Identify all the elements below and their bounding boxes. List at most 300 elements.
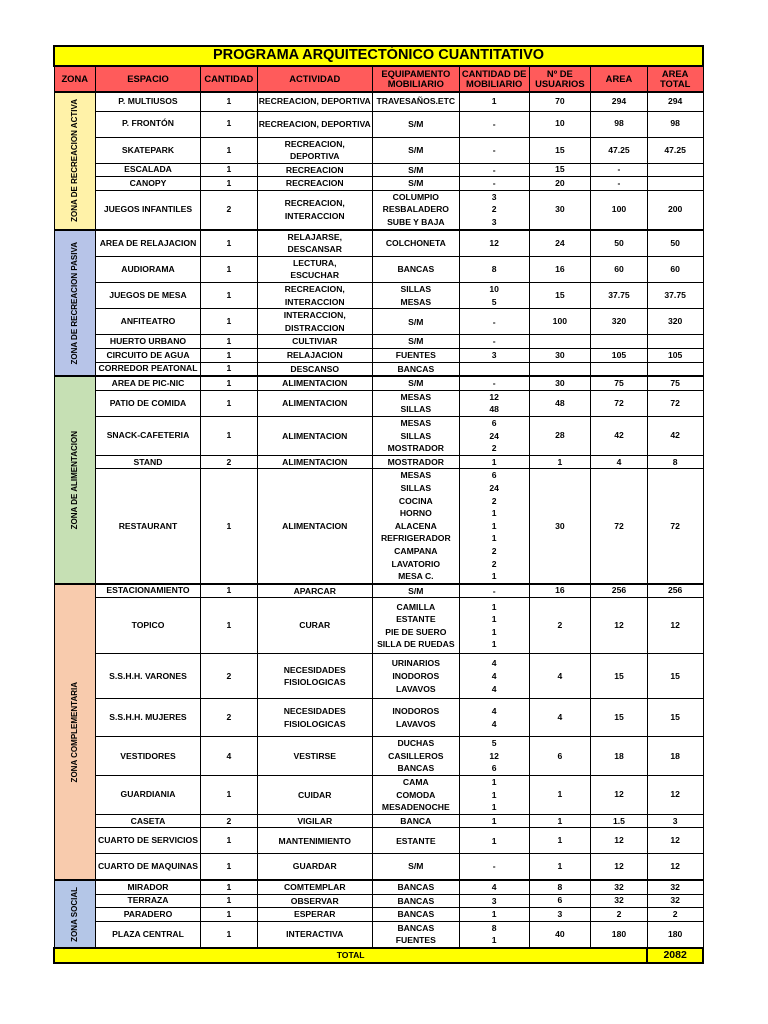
equipamiento-cell-line: LAVATORIO (391, 558, 441, 569)
cantidad-cell: 2 (201, 455, 258, 469)
cantidad-mobiliario-cell (459, 699, 529, 737)
espacio-cell: VESTIDORES (95, 737, 200, 776)
actividad-cell (257, 828, 372, 854)
cantidad-mobiliario-cell-line: 1 (491, 815, 497, 826)
cantidad-mobiliario-cell-line: 1 (491, 777, 497, 788)
equipamiento-cell (372, 137, 459, 163)
actividad-cell (257, 814, 372, 828)
actividad-cell (257, 584, 372, 598)
equipamiento-cell (372, 362, 459, 376)
equipamiento-cell-line: MESAS (400, 417, 432, 428)
equipamiento-cell (372, 584, 459, 598)
usuarios-cell: 30 (529, 349, 591, 363)
zone-label: ZONA DE ALIMENTACION (69, 430, 79, 530)
area-total-cell (647, 177, 703, 191)
cantidad-cell: 1 (201, 469, 258, 584)
cantidad-mobiliario-cell (459, 111, 529, 137)
area-total-cell: 12 (647, 828, 703, 854)
usuarios-cell: 15 (529, 163, 591, 177)
cantidad-mobiliario-cell (459, 469, 529, 584)
actividad-cell (257, 699, 372, 737)
cantidad-cell: 1 (201, 335, 258, 349)
actividad-cell-line: VIGILAR (297, 815, 333, 826)
equipamiento-cell-line: CAMILLA (396, 601, 436, 612)
espacio-cell: S.S.H.H. MUJERES (95, 699, 200, 737)
actividad-cell-line: OBSERVAR (290, 895, 339, 906)
actividad-cell (257, 349, 372, 363)
cantidad-cell: 2 (201, 699, 258, 737)
equipamiento-cell (372, 283, 459, 309)
area-total-cell: 12 (647, 776, 703, 815)
espacio-cell: JUEGOS INFANTILES (95, 190, 200, 229)
cantidad-cell: 1 (201, 908, 258, 922)
espacio-cell: PARADERO (95, 908, 200, 922)
cantidad-mobiliario-cell (459, 828, 529, 854)
area-cell: 75 (591, 376, 648, 390)
actividad-cell (257, 376, 372, 390)
cantidad-mobiliario-cell-line: 12 (489, 391, 499, 402)
equipamiento-cell-line: S/M (408, 118, 424, 129)
actividad-cell-line: DEPORTIVA (290, 151, 340, 162)
cantidad-cell: 1 (201, 362, 258, 376)
header-cell: EQUIPAMENTO MOBILIARIO (372, 66, 459, 92)
table-row (54, 828, 703, 854)
cantidad-mobiliario-cell-line: 1 (491, 508, 497, 519)
cantidad-mobiliario-cell-line: 1 (491, 909, 497, 920)
usuarios-cell: 24 (529, 230, 591, 257)
cantidad-mobiliario-cell-line: - (492, 336, 496, 347)
espacio-cell: PATIO DE COMIDA (95, 390, 200, 416)
actividad-cell-line: GUARDAR (292, 861, 337, 872)
equipamiento-cell-line: MESAS (400, 391, 432, 402)
table-row (54, 349, 703, 363)
cantidad-mobiliario-cell (459, 163, 529, 177)
cantidad-cell: 1 (201, 256, 258, 282)
actividad-cell (257, 137, 372, 163)
equipamiento-cell-line: MESAS (400, 296, 432, 307)
equipamiento-cell-line: S/M (408, 144, 424, 155)
header-cell: CANTIDAD (201, 66, 258, 92)
cantidad-mobiliario-cell-line: 1 (491, 935, 497, 946)
table-row (54, 256, 703, 282)
area-total-cell: 15 (647, 699, 703, 737)
cantidad-cell: 1 (201, 776, 258, 815)
equipamiento-cell-line: BANCAS (397, 763, 435, 774)
actividad-cell-line: MANTENIMIENTO (278, 835, 351, 846)
cantidad-cell: 2 (201, 814, 258, 828)
actividad-cell (257, 309, 372, 335)
actividad-cell-line: ALIMENTACION (282, 520, 348, 531)
equipamiento-cell-line: INODOROS (392, 706, 440, 717)
espacio-cell: TOPICO (95, 598, 200, 654)
cantidad-mobiliario-cell-line: 1 (491, 601, 497, 612)
cantidad-mobiliario-cell-line: 10 (489, 284, 499, 295)
equipamiento-cell-line: CAMPANA (394, 545, 438, 556)
actividad-cell-line: ALIMENTACION (282, 430, 348, 441)
actividad-cell (257, 776, 372, 815)
cantidad-mobiliario-cell (459, 283, 529, 309)
cantidad-mobiliario-cell-line: - (492, 164, 496, 175)
cantidad-mobiliario-cell-line: 6 (491, 417, 497, 428)
actividad-cell (257, 598, 372, 654)
equipamiento-cell-line: S/M (408, 178, 424, 189)
equipamiento-cell (372, 163, 459, 177)
actividad-cell (257, 283, 372, 309)
equipamiento-cell-line: URINARIOS (391, 658, 440, 669)
actividad-cell-line: INTERACCION, (283, 310, 346, 321)
equipamiento-cell-line: SILLAS (400, 482, 432, 493)
equipamiento-cell (372, 894, 459, 908)
zone-label: ZONA SOCIAL (69, 886, 79, 942)
espacio-cell: TERRAZA (95, 894, 200, 908)
cantidad-cell: 1 (201, 137, 258, 163)
table-row (54, 880, 703, 894)
actividad-cell-line: CULTIVIAR (292, 336, 338, 347)
usuarios-cell: 1 (529, 828, 591, 854)
usuarios-cell: 20 (529, 177, 591, 191)
area-cell: - (591, 177, 648, 191)
area-total-cell: 60 (647, 256, 703, 282)
cantidad-cell: 1 (201, 230, 258, 257)
equipamiento-cell-line: DUCHAS (397, 738, 435, 749)
equipamiento-cell-line: SILLAS (400, 430, 432, 441)
table-row (54, 376, 703, 390)
area-total-cell: 98 (647, 111, 703, 137)
cantidad-mobiliario-cell-line: 8 (491, 922, 497, 933)
actividad-cell (257, 177, 372, 191)
actividad-cell-line: RECREACION, (284, 284, 345, 295)
usuarios-cell: 15 (529, 137, 591, 163)
actividad-cell (257, 921, 372, 948)
usuarios-cell: 6 (529, 894, 591, 908)
area-total-cell: 15 (647, 654, 703, 699)
cantidad-cell: 1 (201, 376, 258, 390)
espacio-cell: HUERTO URBANO (95, 335, 200, 349)
cantidad-mobiliario-cell (459, 584, 529, 598)
usuarios-cell (529, 362, 591, 376)
espacio-cell: P. FRONTÓN (95, 111, 200, 137)
espacio-cell: AREA DE RELAJACION (95, 230, 200, 257)
usuarios-cell: 4 (529, 654, 591, 699)
area-total-cell: 50 (647, 230, 703, 257)
area-cell (591, 335, 648, 349)
espacio-cell: MIRADOR (95, 880, 200, 894)
cantidad-mobiliario-cell-line: - (492, 178, 496, 189)
actividad-cell (257, 190, 372, 229)
equipamiento-cell (372, 921, 459, 948)
equipamiento-cell-line: BANCAS (397, 922, 435, 933)
espacio-cell: CANOPY (95, 177, 200, 191)
equipamiento-cell-line: MESADENOCHE (381, 802, 450, 813)
header-cell: AREA (591, 66, 648, 92)
table-row (54, 814, 703, 828)
cantidad-mobiliario-cell (459, 880, 529, 894)
area-cell: 60 (591, 256, 648, 282)
cantidad-mobiliario-cell-line: 24 (489, 482, 499, 493)
cantidad-cell: 1 (201, 92, 258, 111)
espacio-cell: CUARTO DE SERVICIOS (95, 828, 200, 854)
equipamiento-cell (372, 416, 459, 455)
usuarios-cell: 30 (529, 376, 591, 390)
cantidad-mobiliario-cell-line: - (492, 585, 496, 596)
zone-label: ZONA DE RECREACION ACTIVA (69, 99, 79, 223)
usuarios-cell: 30 (529, 469, 591, 584)
cantidad-mobiliario-cell-line: 2 (491, 443, 497, 454)
area-cell: 2 (591, 908, 648, 922)
actividad-cell-line: INTERACCION (284, 210, 345, 221)
cantidad-mobiliario-cell (459, 776, 529, 815)
zone-label-cell (54, 376, 95, 584)
cantidad-mobiliario-cell-line: 5 (491, 296, 497, 307)
area-total-cell: 32 (647, 880, 703, 894)
cantidad-mobiliario-cell (459, 362, 529, 376)
actividad-cell-line: FISIOLOGICAS (283, 677, 346, 688)
usuarios-cell: 4 (529, 699, 591, 737)
area-cell: 72 (591, 469, 648, 584)
cantidad-mobiliario-cell (459, 737, 529, 776)
equipamiento-cell-line: COCINA (398, 495, 433, 506)
equipamiento-cell (372, 309, 459, 335)
equipamiento-cell (372, 469, 459, 584)
area-cell: 320 (591, 309, 648, 335)
area-cell: 12 (591, 598, 648, 654)
cantidad-mobiliario-cell-line: - (492, 378, 496, 389)
equipamiento-cell-line: SILLA DE RUEDAS (377, 639, 455, 650)
usuarios-cell: 16 (529, 584, 591, 598)
area-total-cell: 72 (647, 469, 703, 584)
area-total-cell: 105 (647, 349, 703, 363)
table-row (54, 309, 703, 335)
equipamiento-cell (372, 190, 459, 229)
zone-label-cell (54, 92, 95, 230)
equipamiento-cell (372, 92, 459, 111)
cantidad-mobiliario-cell-line: 4 (491, 683, 497, 694)
cantidad-mobiliario-cell (459, 256, 529, 282)
equipamiento-cell-line: REFRIGERADOR (380, 533, 451, 544)
equipamiento-cell-line: FUENTES (395, 350, 436, 360)
area-cell: 15 (591, 654, 648, 699)
cantidad-mobiliario-cell-line: 2 (491, 558, 497, 569)
area-total-cell (647, 362, 703, 376)
area-total-cell: 8 (647, 455, 703, 469)
cantidad-mobiliario-cell (459, 814, 529, 828)
cantidad-cell: 1 (201, 828, 258, 854)
cantidad-mobiliario-cell-line: 1 (491, 533, 497, 544)
cantidad-mobiliario-cell-line: 2 (491, 495, 497, 506)
equipamiento-cell (372, 598, 459, 654)
actividad-cell-line: RECREACION (285, 178, 344, 189)
usuarios-cell: 1 (529, 854, 591, 880)
area-cell: 47.25 (591, 137, 648, 163)
table-row (54, 776, 703, 815)
area-cell: - (591, 163, 648, 177)
cantidad-mobiliario-cell-line: 1 (491, 639, 497, 650)
equipamiento-cell-line: BANCAS (397, 264, 435, 275)
actividad-cell (257, 854, 372, 880)
actividad-cell-line: DISTRACCION (284, 322, 345, 333)
equipamiento-cell-line: S/M (408, 164, 424, 175)
cantidad-mobiliario-cell (459, 177, 529, 191)
equipamiento-cell-line: ESTANTE (396, 614, 436, 625)
equipamiento-cell (372, 699, 459, 737)
zone-label: ZONA DE RECREACION PASIVA (69, 241, 79, 365)
equipamiento-cell-line: SILLAS (400, 404, 432, 415)
usuarios-cell: 40 (529, 921, 591, 948)
equipamiento-cell (372, 376, 459, 390)
usuarios-cell: 2 (529, 598, 591, 654)
cantidad-mobiliario-cell-line: 12 (489, 237, 499, 248)
espacio-cell: CASETA (95, 814, 200, 828)
cantidad-mobiliario-cell (459, 190, 529, 229)
area-cell: 4 (591, 455, 648, 469)
cantidad-mobiliario-cell-line: 4 (491, 718, 497, 729)
cantidad-cell: 1 (201, 111, 258, 137)
cantidad-mobiliario-cell (459, 654, 529, 699)
equipamiento-cell (372, 737, 459, 776)
espacio-cell: SNACK-CAFETERIA (95, 416, 200, 455)
cantidad-mobiliario-cell-line: 4 (491, 706, 497, 717)
table-row (54, 177, 703, 191)
equipamiento-cell (372, 335, 459, 349)
usuarios-cell: 3 (529, 908, 591, 922)
equipamiento-cell-line: BANCAS (397, 881, 435, 892)
actividad-cell (257, 455, 372, 469)
equipamiento-cell-line: SILLAS (400, 284, 432, 295)
area-total-cell: 320 (647, 309, 703, 335)
actividad-cell (257, 469, 372, 584)
cantidad-mobiliario-cell-line: 2 (491, 545, 497, 556)
usuarios-cell: 1 (529, 814, 591, 828)
equipamiento-cell (372, 654, 459, 699)
actividad-cell-line: NECESIDADES (283, 664, 346, 675)
cantidad-mobiliario-cell (459, 92, 529, 111)
equipamiento-cell-line: COMODA (396, 789, 436, 800)
area-cell: 42 (591, 416, 648, 455)
usuarios-cell: 28 (529, 416, 591, 455)
cantidad-mobiliario-cell (459, 349, 529, 363)
equipamiento-cell (372, 828, 459, 854)
zone-label-cell (54, 584, 95, 880)
cantidad-mobiliario-cell-line: 6 (491, 470, 497, 481)
table-row (54, 584, 703, 598)
equipamiento-cell-line: MOSTRADOR (387, 443, 444, 454)
cantidad-cell: 1 (201, 598, 258, 654)
actividad-cell-line: COMTEMPLAR (283, 881, 346, 892)
equipamiento-cell (372, 854, 459, 880)
cantidad-mobiliario-cell-line: 3 (491, 217, 497, 228)
table-row (54, 737, 703, 776)
espacio-cell: ESTACIONAMIENTO (95, 584, 200, 598)
header-cell: AREA TOTAL (647, 66, 703, 92)
table-row (54, 163, 703, 177)
actividad-cell (257, 390, 372, 416)
actividad-cell (257, 111, 372, 137)
cantidad-mobiliario-cell-line: - (492, 118, 496, 129)
usuarios-cell: 1 (529, 776, 591, 815)
area-cell (591, 362, 648, 376)
cantidad-mobiliario-cell (459, 598, 529, 654)
cantidad-mobiliario-cell-line: 1 (491, 456, 497, 467)
cantidad-mobiliario-cell (459, 309, 529, 335)
area-cell: 294 (591, 92, 648, 111)
usuarios-cell: 48 (529, 390, 591, 416)
table-row (54, 455, 703, 469)
area-total-cell: 32 (647, 894, 703, 908)
table-row (54, 190, 703, 229)
cantidad-mobiliario-cell (459, 416, 529, 455)
area-total-cell: 47.25 (647, 137, 703, 163)
actividad-cell-line: ALIMENTACION (282, 456, 348, 467)
area-cell: 37.75 (591, 283, 648, 309)
cantidad-cell: 1 (201, 584, 258, 598)
espacio-cell: AREA DE PIC-NIC (95, 376, 200, 390)
cantidad-mobiliario-cell-line: 1 (491, 789, 497, 800)
equipamiento-cell-line: BANCAS (397, 895, 435, 906)
actividad-cell (257, 335, 372, 349)
equipamiento-cell-line: BANCA (400, 815, 432, 826)
cantidad-mobiliario-cell-line: 1 (491, 802, 497, 813)
cantidad-mobiliario-cell-line: 8 (491, 264, 497, 275)
equipamiento-cell (372, 349, 459, 363)
program-table (53, 45, 704, 964)
actividad-cell-line: ALIMENTACION (282, 378, 348, 389)
equipamiento-cell-line: COLCHONETA (385, 237, 446, 248)
equipamiento-cell (372, 814, 459, 828)
area-cell: 12 (591, 776, 648, 815)
cantidad-mobiliario-cell-line: 24 (489, 430, 499, 441)
table-row (54, 335, 703, 349)
cantidad-cell: 1 (201, 309, 258, 335)
cantidad-mobiliario-cell-line: 6 (491, 763, 497, 774)
actividad-cell-line: DESCANSO (290, 363, 340, 374)
actividad-cell-line: ESCUCHAR (290, 270, 340, 281)
cantidad-mobiliario-cell-line: 1 (491, 614, 497, 625)
actividad-cell (257, 230, 372, 257)
table-row (54, 699, 703, 737)
actividad-cell-line: CUIDAR (298, 789, 332, 800)
actividad-cell (257, 737, 372, 776)
actividad-cell-line: DESCANSAR (287, 244, 342, 255)
area-cell: 180 (591, 921, 648, 948)
cantidad-cell: 1 (201, 880, 258, 894)
actividad-cell (257, 654, 372, 699)
area-total-cell: 200 (647, 190, 703, 229)
header-cell: ZONA (54, 66, 95, 92)
table-row (54, 921, 703, 948)
area-total-cell: 12 (647, 854, 703, 880)
cantidad-mobiliario-cell (459, 137, 529, 163)
actividad-cell (257, 880, 372, 894)
cantidad-mobiliario-cell-line: 1 (491, 571, 497, 582)
equipamiento-cell-line: FUENTES (395, 935, 436, 946)
actividad-cell-line: LECTURA, (293, 257, 337, 268)
cantidad-mobiliario-cell-line: - (492, 316, 496, 327)
header-cell: ACTIVIDAD (257, 66, 372, 92)
equipamiento-cell (372, 111, 459, 137)
equipamiento-cell-line: HORNO (399, 508, 432, 519)
espacio-cell: CORREDOR PEATONAL (95, 362, 200, 376)
equipamiento-cell (372, 177, 459, 191)
cantidad-cell: 1 (201, 349, 258, 363)
area-cell: 32 (591, 894, 648, 908)
cantidad-mobiliario-cell-line: 4 (491, 670, 497, 681)
area-total-cell: 3 (647, 814, 703, 828)
area-cell: 12 (591, 854, 648, 880)
table-title: PROGRAMA ARQUITECTÓNICO CUANTITATIVO (54, 46, 703, 66)
actividad-cell (257, 416, 372, 455)
cantidad-cell: 1 (201, 163, 258, 177)
usuarios-cell: 30 (529, 190, 591, 229)
